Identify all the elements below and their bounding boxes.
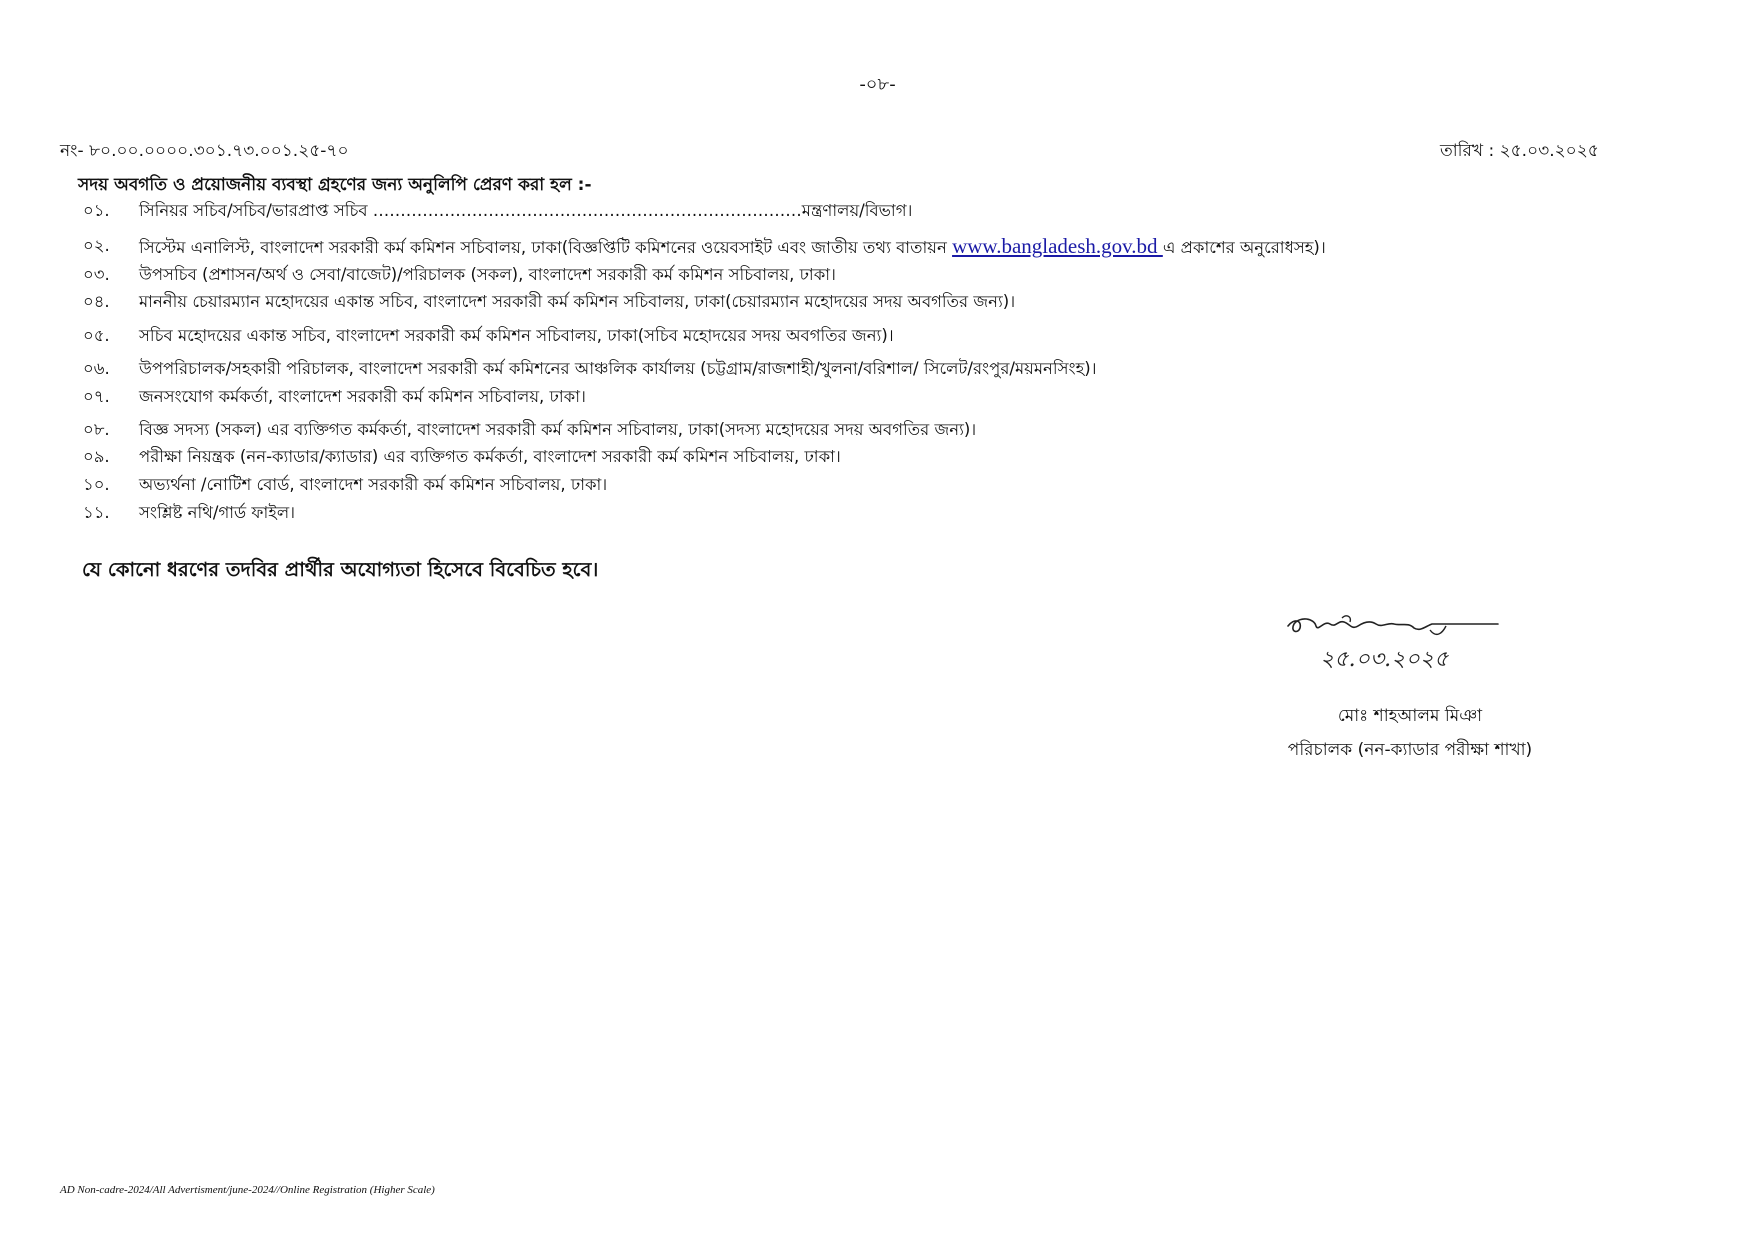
item-text-after: এ প্রকাশের অনুরোধসহ)। <box>1162 238 1326 257</box>
item-text: সচিব মহোদয়ের একান্ত সচিব, বাংলাদেশ সরকারী কর্ম কমিশন সচিবালয়, ঢাকা(সচিব মহোদয়ের সদয় অবগতির জন্য)। <box>139 326 894 345</box>
item-number: ০৬. <box>83 359 110 378</box>
item-number: ১১. <box>83 503 110 522</box>
item-text: উপসচিব (প্রশাসন/অর্থ ও সেবা/বাজেট)/পরিচালক (সকল), বাংলাদেশ সরকারী কর্ম কমিশন সচিবালয়, ঢাকা। <box>139 265 836 284</box>
memo-date: তারিখ : ২৫.০৩.২০২৫ <box>1440 141 1599 161</box>
item-number: ০৩. <box>83 265 110 284</box>
item-number: ০১. <box>83 201 110 220</box>
memo-number: নং- ৮০.০০.০০০০.৩০১.৭৩.০০১.২৫-৭০ <box>60 141 349 161</box>
item-text: বিজ্ঞ সদস্য (সকল) এর ব্যক্তিগত কর্মকর্তা, বাংলাদেশ সরকারী কর্ম কমিশন সচিবালয়, ঢাকা(সদস্য মহোদয়ের সদয় অবগতির জন্য)। <box>139 420 977 439</box>
distribution-heading: সদয় অবগতি ও প্রয়োজনীয় ব্যবস্থা গ্রহণের জন্য অনুলিপি প্রেরণ করা হল :- <box>78 175 592 195</box>
item-number: ০৮. <box>83 420 110 439</box>
item-number: ০৯. <box>83 447 110 466</box>
item-text: উপপরিচালক/সহকারী পরিচালক, বাংলাদেশ সরকারী কর্ম কমিশনের আঞ্চলিক কার্যালয় (চট্টগ্রাম/রাজশাহী/খুলনা/বরিশাল/ সিলেট/রংপুর/ময়মনসিংহ)। <box>139 359 1097 378</box>
signature-image <box>1280 608 1510 688</box>
item-text <box>139 234 1326 260</box>
tadbir-warning: যে কোনো ধরণের তদবির প্রার্থীর অযোগ্যতা হিসেবে বিবেচিত হবে। <box>82 558 599 581</box>
signatory-title: পরিচালক (নন-ক্যাডার পরীক্ষা শাখা) <box>1287 740 1533 760</box>
item-text: সংশ্লিষ্ট নথি/গার্ড ফাইল। <box>139 503 296 522</box>
item-text: পরীক্ষা নিয়ন্ত্রক (নন-ক্যাডার/ক্যাডার) এর ব্যক্তিগত কর্মকর্তা, বাংলাদেশ সরকারী কর্ম কমিশন সচিবালয়, ঢাকা। <box>139 447 841 466</box>
website-link[interactable]: www.bangladesh.gov.bd <box>952 234 1163 258</box>
item-number: ০৭. <box>83 387 110 406</box>
item-text: সিনিয়র সচিব/সচিব/ভারপ্রাপ্ত সচিব ……………………………………………………………………মন্ত্রণালয়/বিভাগ। <box>139 201 913 220</box>
signatory-name: মোঃ শাহআলম মিঞা <box>1337 706 1483 726</box>
item-number: ০৫. <box>83 326 110 345</box>
signature-date: ২৫.০৩.২০২৫ <box>1320 647 1449 672</box>
item-text: মাননীয় চেয়ারম্যান মহোদয়ের একান্ত সচিব, বাংলাদেশ সরকারী কর্ম কমিশন সচিবালয়, ঢাকা(চেয়ারম্যান মহোদয়ের সদয় অবগতির জন্য)। <box>139 292 1016 311</box>
item-number: ০২. <box>83 236 110 255</box>
item-text: জনসংযোগ কর্মকর্তা, বাংলাদেশ সরকারী কর্ম কমিশন সচিবালয়, ঢাকা। <box>139 387 586 406</box>
page-number: -০৮- <box>859 74 896 95</box>
item-text: অভ্যর্থনা /নোটিশ বোর্ড, বাংলাদেশ সরকারী কর্ম কমিশন সচিবালয়, ঢাকা। <box>139 475 608 494</box>
footer-file-path: AD Non-cadre-2024/All Advertisment/june-2024//Online Registration (Higher Scale) <box>60 1184 435 1196</box>
item-number: ১০. <box>83 475 110 494</box>
item-text-before: সিস্টেম এনালিস্ট, বাংলাদেশ সরকারী কর্ম কমিশন সচিবালয়, ঢাকা(বিজ্ঞপ্তিটি কমিশনের ওয়েবসাইট এবং জাতীয় তথ্য বাতায়ন <box>139 238 953 257</box>
item-number: ০৪. <box>83 292 110 311</box>
